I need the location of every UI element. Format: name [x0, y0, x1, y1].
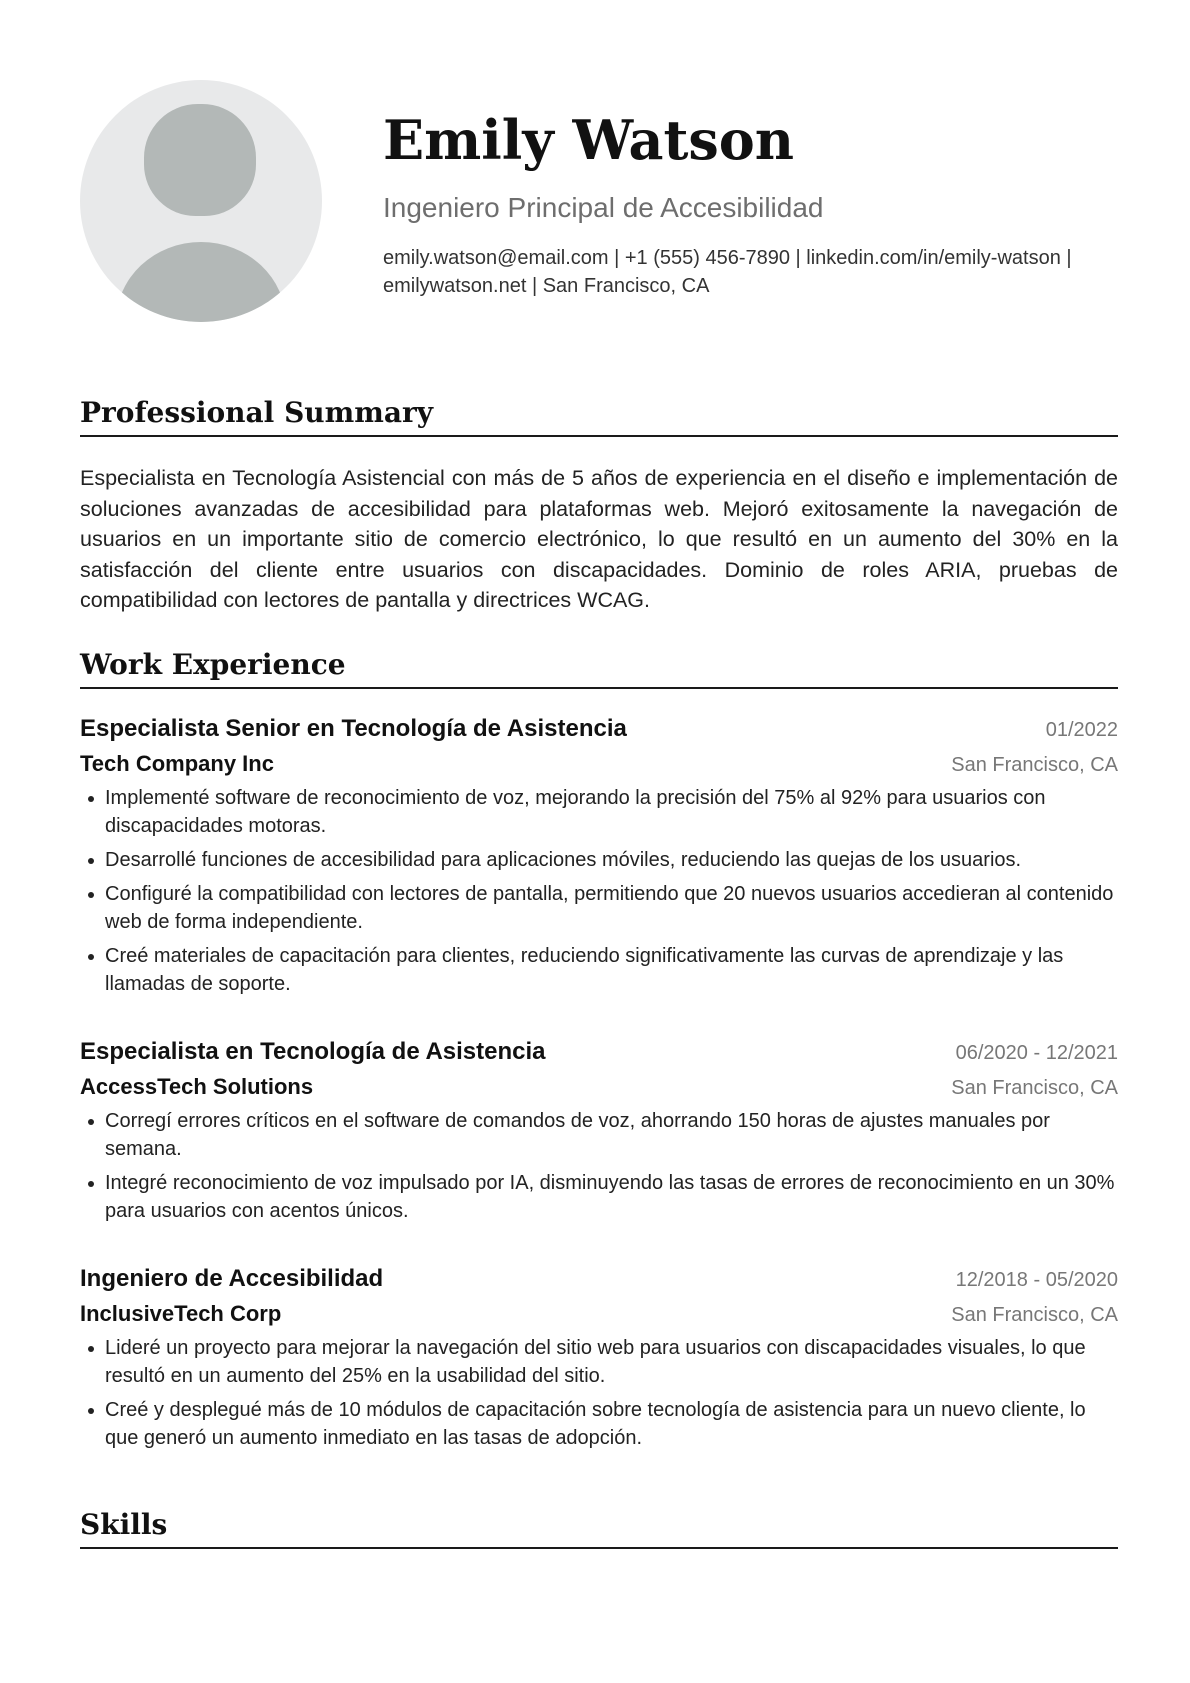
summary-text: Especialista en Tecnología Asistencial con más de 5 años de experiencia en el diseño e implementación de soluciones avanzadas de accesibilidad para plataformas web. Mejoró exitosamente la navegación de usuarios en un importante sitio de comercio electrónico, lo que resultó en un aumento del 30% en la satisfacción del cliente entre usuarios con discapacidades. Dominio de roles ARIA, pruebas de compatibilidad con lectores de pantalla y directrices WCAG. [80, 466, 1118, 612]
job-bullets [80, 1107, 1118, 1225]
bullet-item: Integré reconocimiento de voz impulsado por IA, disminuyendo las tasas de errores de reconocimiento en un 30% para usuarios con acentos únicos. [80, 1169, 1118, 1225]
skills-heading: Skills [80, 1505, 1118, 1549]
job-entry [80, 1035, 1118, 1231]
avatar-head-shape [144, 104, 256, 216]
contact-info [383, 244, 1123, 300]
job-title-headline: Ingeniero Principal de Accesibilidad [383, 192, 824, 223]
contact-line-1: emily.watson@email.com | +1 (555) 456-7890 | linkedin.com/in/emily-watson | [383, 247, 1072, 269]
job-date: 12/2018 - 05/2020 [955, 1269, 1118, 1291]
avatar-body-shape [116, 242, 286, 322]
job-title: Especialista Senior en Tecnología de Asistencia [80, 715, 627, 742]
company-name: InclusiveTech Corp [80, 1301, 282, 1326]
job-title: Especialista en Tecnología de Asistencia [80, 1038, 546, 1065]
bullet-item: Implementé software de reconocimiento de voz, mejorando la precisión del 75% al 92% para usuarios con discapacidades motoras. [80, 784, 1118, 840]
job-bullets [80, 1334, 1118, 1452]
bullet-item: Configuré la compatibilidad con lectores de pantalla, permitiendo que 20 nuevos usuarios accedieran al contenido web de forma independiente. [80, 880, 1118, 936]
job-entry [80, 712, 1118, 1004]
job-location: San Francisco, CA [951, 1304, 1118, 1326]
bullet-item: Creé y desplegué más de 10 módulos de capacitación sobre tecnología de asistencia para un nuevo cliente, lo que generó un aumento inmediato en las tasas de adopción. [80, 1396, 1118, 1452]
job-location: San Francisco, CA [951, 1077, 1118, 1099]
job-entry [80, 1262, 1118, 1458]
experience-heading: Work Experience [80, 645, 1118, 689]
job-date: 01/2022 [1045, 719, 1118, 741]
job-location: San Francisco, CA [951, 754, 1118, 776]
avatar-placeholder-icon [80, 80, 322, 322]
contact-line-2: emilywatson.net | San Francisco, CA [383, 275, 710, 297]
job-date: 06/2020 - 12/2021 [955, 1042, 1118, 1064]
company-name: Tech Company Inc [80, 751, 274, 776]
bullet-item: Creé materiales de capacitación para clientes, reduciendo significativamente las curvas de aprendizaje y las llamadas de soporte. [80, 942, 1118, 998]
bullet-item: Corregí errores críticos en el software de comandos de voz, ahorrando 150 horas de ajustes manuales por semana. [80, 1107, 1118, 1163]
candidate-name: Emily Watson [383, 108, 795, 172]
bullet-item: Desarrollé funciones de accesibilidad para aplicaciones móviles, reduciendo las quejas de los usuarios. [80, 846, 1118, 874]
company-name: AccessTech Solutions [80, 1074, 314, 1099]
summary-heading: Professional Summary [80, 393, 1118, 437]
job-bullets [80, 784, 1118, 998]
job-title: Ingeniero de Accesibilidad [80, 1265, 384, 1292]
bullet-item: Lideré un proyecto para mejorar la navegación del sitio web para usuarios con discapacidades visuales, lo que resultó en un aumento del 25% en la usabilidad del sitio. [80, 1334, 1118, 1390]
